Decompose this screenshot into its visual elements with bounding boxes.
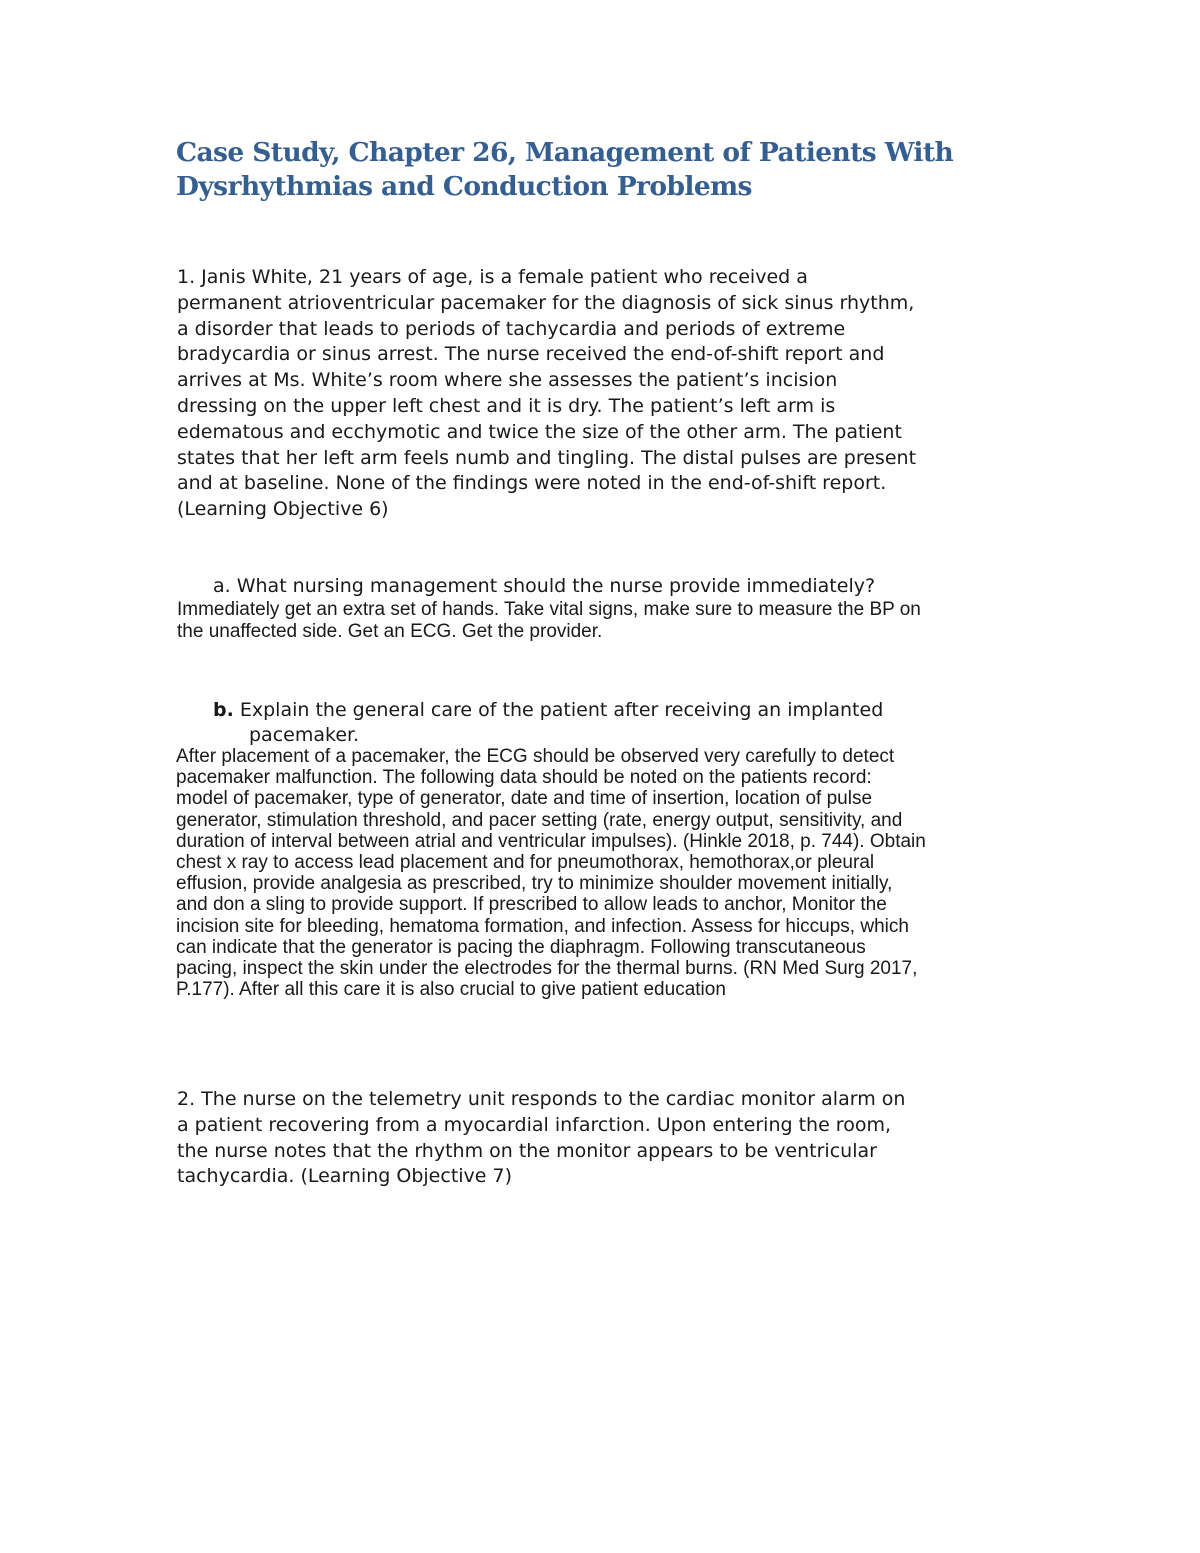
answer-1b-line: effusion, provide analgesia as prescribed, try to minimize shoulder movement initially,: [176, 873, 893, 895]
question-2-line: tachycardia. (Learning Objective 7): [177, 1165, 513, 1188]
question-2-line: the nurse notes that the rhythm on the monitor appears to be ventricular: [177, 1139, 877, 1162]
question-1-line: bradycardia or sinus arrest. The nurse received the end-of-shift report and: [177, 343, 885, 366]
question-1: [177, 265, 1077, 523]
answer-1b-line: duration of interval between atrial and ventricular impulses). (Hinkle 2018, p. 744). Obtain: [176, 830, 926, 852]
question-1a: a. What nursing management should the nurse provide immediately?: [213, 575, 876, 597]
question-1-line: dressing on the upper left chest and it is dry. The patient’s left arm is: [177, 394, 836, 417]
question-2-line: a patient recovering from a myocardial infarction. Upon entering the room,: [177, 1113, 891, 1136]
answer-1b-line: model of pacemaker, type of generator, date and time of insertion, location of pulse: [176, 788, 873, 810]
question-1-line: states that her left arm feels numb and tingling. The distal pulses are present: [177, 446, 917, 469]
answer-1b-line: P.177). After all this care it is also crucial to give patient education: [176, 979, 726, 1001]
question-2-line: 2. The nurse on the telemetry unit responds to the cardiac monitor alarm on: [177, 1088, 906, 1110]
question-1-line: permanent atrioventricular pacemaker for the diagnosis of sick sinus rhythm,: [177, 291, 915, 314]
answer-1b: [176, 746, 1056, 1000]
answer-1a: [177, 599, 1057, 643]
answer-1a-line: the unaffected side. Get an ECG. Get the provider.: [177, 621, 603, 642]
answer-1b-line: chest x ray to access lead placement and for pneumothorax, hemothorax,or pleural: [176, 852, 875, 874]
question-1b-line: [213, 698, 883, 723]
answer-1b-line: pacing, inspect the skin under the electrodes for the thermal burns. (RN Med Surg 2017,: [176, 958, 918, 980]
answer-1b-line: generator, stimulation threshold, and pacer setting (rate, energy output, sensitivity, and: [176, 809, 903, 831]
question-1b-text: Explain the general care of the patient after receiving an implanted: [233, 699, 884, 721]
title-line: Dysrhythmias and Conduction Problems: [176, 171, 752, 202]
question-1-line: 1. Janis White, 21 years of age, is a female patient who received a: [177, 266, 808, 288]
question-1-line: arrives at Ms. White’s room where she assesses the patient’s incision: [177, 369, 838, 392]
answer-1b-line: incision site for bleeding, hematoma formation, and infection. Assess for hiccups, which: [176, 915, 909, 937]
question-1b-line: pacemaker.: [249, 724, 360, 746]
answer-1b-line: After placement of a pacemaker, the ECG should be observed very carefully to detect: [176, 746, 895, 767]
answer-1a-line: Immediately get an extra set of hands. Take vital signs, make sure to measure the BP on: [177, 599, 921, 620]
question-1-line: and at baseline. None of the findings were noted in the end-of-shift report.: [177, 472, 887, 495]
question-1-line: a disorder that leads to periods of tachycardia and periods of extreme: [177, 317, 846, 340]
title-line: Case Study, Chapter 26, Management of Patients With: [176, 137, 954, 168]
question-1b: [213, 698, 883, 748]
question-2: [177, 1087, 1077, 1190]
answer-1b-line: pacemaker malfunction. The following data should be noted on the patients record:: [176, 767, 872, 789]
question-1b-label: b.: [213, 699, 234, 721]
question-1-line: edematous and ecchymotic and twice the size of the other arm. The patient: [177, 420, 902, 443]
page-title: [176, 136, 1056, 204]
answer-1b-line: and don a sling to provide support. If prescribed to allow leads to anchor, Monitor the: [176, 894, 887, 916]
question-1-line: (Learning Objective 6): [177, 498, 389, 521]
answer-1b-line: can indicate that the generator is pacing the diaphragm. Following transcutaneous: [176, 936, 866, 958]
